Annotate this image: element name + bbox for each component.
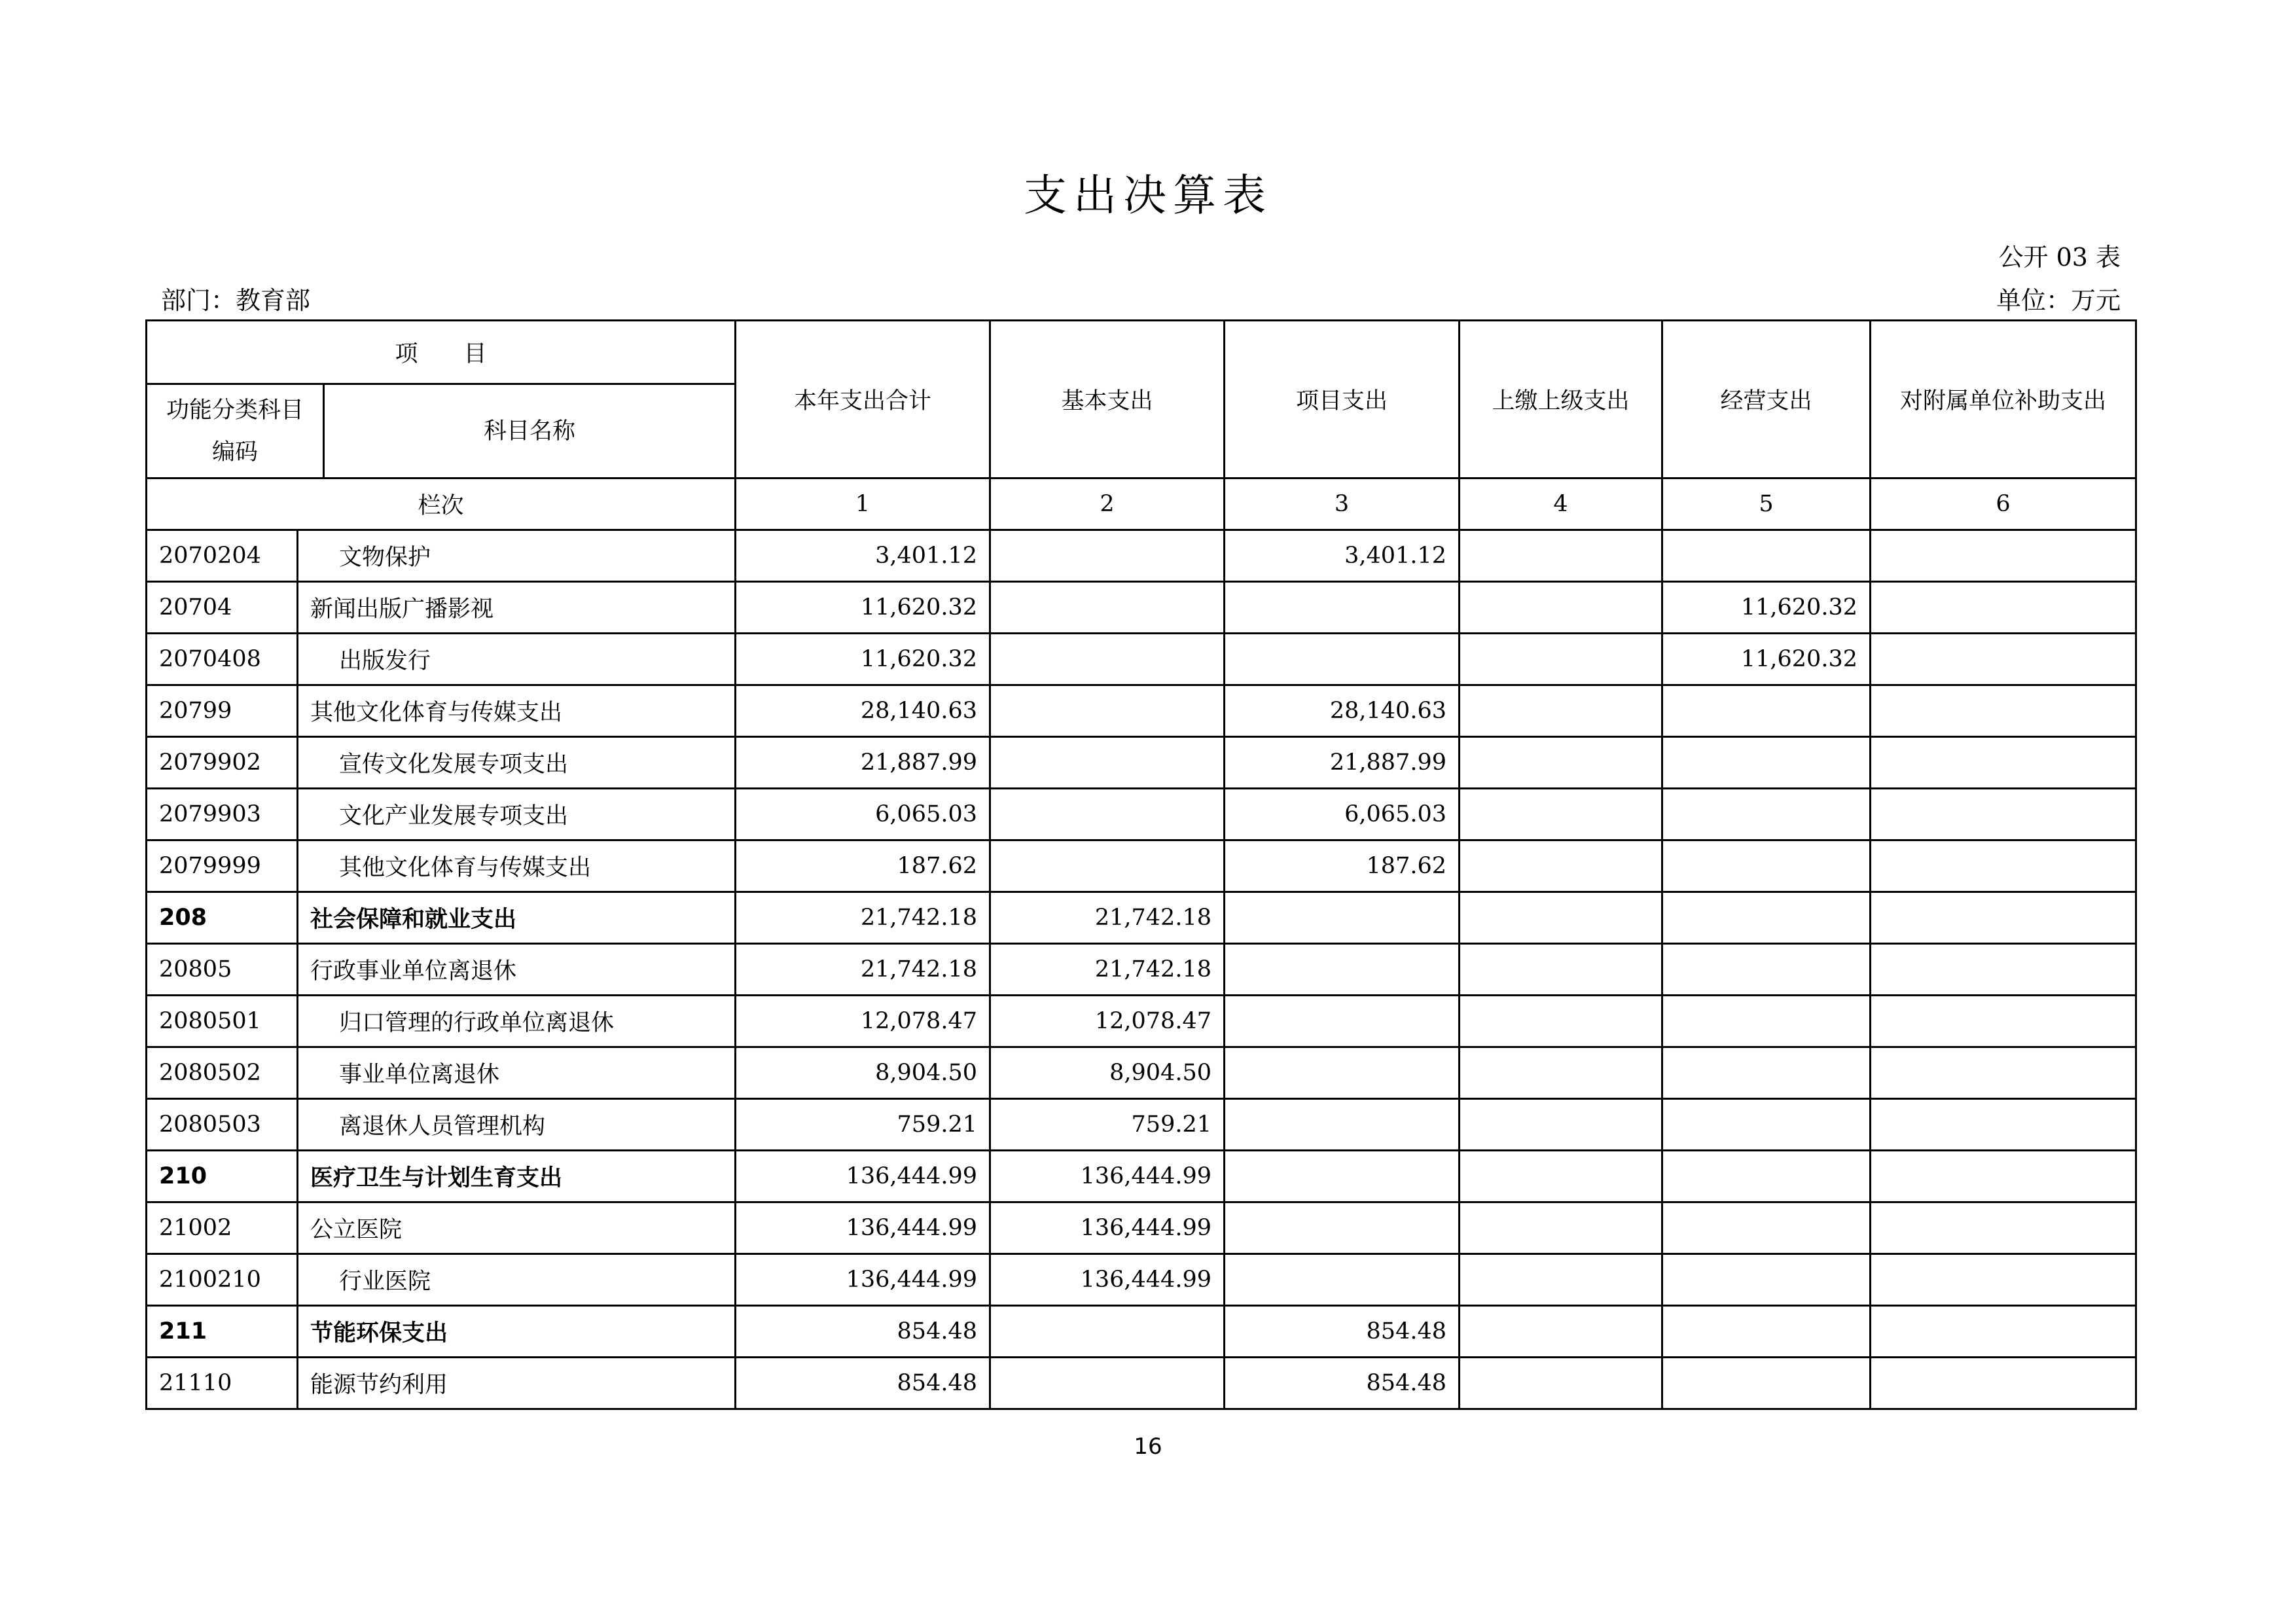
- row-code: 2079903: [147, 789, 298, 840]
- cell-operating: [1662, 1306, 1871, 1358]
- cell-total: 28,140.63: [736, 685, 990, 737]
- cell-upper: [1460, 1099, 1662, 1151]
- cell-upper: [1460, 1306, 1662, 1358]
- cell-project: 854.48: [1225, 1358, 1460, 1409]
- row-code: 210: [147, 1151, 298, 1202]
- expenditure-table: [145, 319, 2137, 1410]
- col-number: 6: [1871, 478, 2136, 530]
- cell-project: 854.48: [1225, 1306, 1460, 1358]
- cell-project: [1225, 1254, 1460, 1306]
- row-code: 21002: [147, 1202, 298, 1254]
- cell-total: 11,620.32: [736, 582, 990, 634]
- cell-subsidy: [1871, 996, 2136, 1047]
- row-code: 21110: [147, 1358, 298, 1409]
- cell-operating: [1662, 1358, 1871, 1409]
- cell-subsidy: [1871, 1358, 2136, 1409]
- page-title: 支出决算表: [1024, 170, 1272, 221]
- cell-upper: [1460, 996, 1662, 1047]
- row-code: 2079999: [147, 840, 298, 892]
- table-row: [147, 1306, 2136, 1358]
- col-number: 4: [1460, 478, 1662, 530]
- cell-upper: [1460, 582, 1662, 634]
- cell-total: 6,065.03: [736, 789, 990, 840]
- row-code: 208: [147, 892, 298, 944]
- cell-total: 21,742.18: [736, 892, 990, 944]
- row-name: 社会保障和就业支出: [298, 892, 736, 944]
- cell-upper: [1460, 944, 1662, 996]
- table-row: [147, 685, 2136, 737]
- row-code: 2080503: [147, 1099, 298, 1151]
- cell-project: 6,065.03: [1225, 789, 1460, 840]
- cell-upper: [1460, 634, 1662, 685]
- row-code: 2079902: [147, 737, 298, 789]
- row-code: 211: [147, 1306, 298, 1358]
- header-row-index: 栏次: [147, 478, 736, 530]
- table-row: [147, 1151, 2136, 1202]
- cell-basic: 136,444.99: [990, 1254, 1225, 1306]
- cell-upper: [1460, 789, 1662, 840]
- cell-operating: [1662, 685, 1871, 737]
- cell-upper: [1460, 737, 1662, 789]
- cell-project: 21,887.99: [1225, 737, 1460, 789]
- row-name: 归口管理的行政单位离退休: [298, 996, 736, 1047]
- table-header: [147, 321, 2136, 530]
- cell-operating: [1662, 1099, 1871, 1151]
- header-project: 项目支出: [1225, 321, 1460, 478]
- row-code: 2070204: [147, 530, 298, 582]
- table-row: [147, 1099, 2136, 1151]
- cell-basic: [990, 685, 1225, 737]
- cell-basic: 136,444.99: [990, 1202, 1225, 1254]
- cell-operating: [1662, 1151, 1871, 1202]
- cell-project: [1225, 944, 1460, 996]
- cell-total: 759.21: [736, 1099, 990, 1151]
- cell-operating: [1662, 789, 1871, 840]
- cell-total: 854.48: [736, 1358, 990, 1409]
- cell-total: 21,742.18: [736, 944, 990, 996]
- cell-project: [1225, 1099, 1460, 1151]
- cell-subsidy: [1871, 685, 2136, 737]
- cell-basic: [990, 582, 1225, 634]
- table-row: [147, 1047, 2136, 1099]
- table-row: [147, 737, 2136, 789]
- table-body: [147, 530, 2136, 1409]
- cell-basic: [990, 1306, 1225, 1358]
- cell-project: [1225, 582, 1460, 634]
- cell-basic: [990, 634, 1225, 685]
- table-row: [147, 944, 2136, 996]
- cell-subsidy: [1871, 737, 2136, 789]
- cell-basic: [990, 530, 1225, 582]
- cell-basic: 21,742.18: [990, 892, 1225, 944]
- row-name: 行业医院: [298, 1254, 736, 1306]
- cell-upper: [1460, 1151, 1662, 1202]
- cell-upper: [1460, 1254, 1662, 1306]
- row-code: 2100210: [147, 1254, 298, 1306]
- table-row: [147, 634, 2136, 685]
- cell-subsidy: [1871, 1202, 2136, 1254]
- cell-total: 136,444.99: [736, 1151, 990, 1202]
- row-code: 2070408: [147, 634, 298, 685]
- row-name: 公立医院: [298, 1202, 736, 1254]
- row-name: 其他文化体育与传媒支出: [298, 685, 736, 737]
- cell-project: [1225, 1047, 1460, 1099]
- row-name: 新闻出版广播影视: [298, 582, 736, 634]
- row-name: 能源节约利用: [298, 1358, 736, 1409]
- cell-subsidy: [1871, 1254, 2136, 1306]
- row-name: 事业单位离退休: [298, 1047, 736, 1099]
- row-name: 文化产业发展专项支出: [298, 789, 736, 840]
- table-row: [147, 840, 2136, 892]
- cell-subsidy: [1871, 892, 2136, 944]
- cell-operating: [1662, 944, 1871, 996]
- cell-project: 3,401.12: [1225, 530, 1460, 582]
- form-number: 公开 03 表: [1998, 243, 2121, 272]
- table-row: [147, 892, 2136, 944]
- col-number: 5: [1662, 478, 1871, 530]
- cell-upper: [1460, 1358, 1662, 1409]
- cell-operating: 11,620.32: [1662, 634, 1871, 685]
- cell-project: [1225, 892, 1460, 944]
- cell-basic: 8,904.50: [990, 1047, 1225, 1099]
- cell-basic: 759.21: [990, 1099, 1225, 1151]
- table-row: [147, 530, 2136, 582]
- cell-operating: [1662, 1047, 1871, 1099]
- unit-label: 单位：万元: [1996, 286, 2121, 315]
- cell-total: 136,444.99: [736, 1254, 990, 1306]
- table-row: [147, 1202, 2136, 1254]
- cell-subsidy: [1871, 789, 2136, 840]
- cell-project: [1225, 1151, 1460, 1202]
- cell-subsidy: [1871, 582, 2136, 634]
- page-number: 16: [1134, 1434, 1162, 1460]
- cell-operating: [1662, 1254, 1871, 1306]
- col-number: 1: [736, 478, 990, 530]
- cell-operating: [1662, 737, 1871, 789]
- row-code: 20805: [147, 944, 298, 996]
- cell-upper: [1460, 685, 1662, 737]
- cell-total: 8,904.50: [736, 1047, 990, 1099]
- cell-total: 21,887.99: [736, 737, 990, 789]
- cell-basic: 12,078.47: [990, 996, 1225, 1047]
- cell-project: 28,140.63: [1225, 685, 1460, 737]
- header-operating: 经营支出: [1662, 321, 1871, 478]
- col-number: 3: [1225, 478, 1460, 530]
- cell-operating: 11,620.32: [1662, 582, 1871, 634]
- table-row: [147, 582, 2136, 634]
- row-name: 文物保护: [298, 530, 736, 582]
- cell-subsidy: [1871, 1151, 2136, 1202]
- cell-total: 187.62: [736, 840, 990, 892]
- cell-operating: [1662, 1202, 1871, 1254]
- row-code: 2080501: [147, 996, 298, 1047]
- cell-total: 3,401.12: [736, 530, 990, 582]
- cell-subsidy: [1871, 1047, 2136, 1099]
- col-number: 2: [990, 478, 1225, 530]
- header-total: 本年支出合计: [736, 321, 990, 478]
- header-subsidy: 对附属单位补助支出: [1871, 321, 2136, 478]
- row-name: 宣传文化发展专项支出: [298, 737, 736, 789]
- cell-subsidy: [1871, 1099, 2136, 1151]
- cell-operating: [1662, 892, 1871, 944]
- row-code: 2080502: [147, 1047, 298, 1099]
- table-row: [147, 996, 2136, 1047]
- row-name: 其他文化体育与传媒支出: [298, 840, 736, 892]
- cell-project: [1225, 634, 1460, 685]
- row-name: 行政事业单位离退休: [298, 944, 736, 996]
- row-name: 出版发行: [298, 634, 736, 685]
- cell-total: 11,620.32: [736, 634, 990, 685]
- cell-basic: [990, 1358, 1225, 1409]
- row-name: 离退休人员管理机构: [298, 1099, 736, 1151]
- cell-subsidy: [1871, 530, 2136, 582]
- table-row: [147, 1358, 2136, 1409]
- header-basic: 基本支出: [990, 321, 1225, 478]
- row-name: 医疗卫生与计划生育支出: [298, 1151, 736, 1202]
- cell-upper: [1460, 840, 1662, 892]
- cell-subsidy: [1871, 840, 2136, 892]
- cell-subsidy: [1871, 1306, 2136, 1358]
- cell-project: [1225, 996, 1460, 1047]
- cell-upper: [1460, 892, 1662, 944]
- cell-total: 854.48: [736, 1306, 990, 1358]
- header-code: 功能分类科目编码: [147, 384, 324, 478]
- header-item: 项 目: [147, 321, 736, 384]
- header-name: 科目名称: [324, 384, 736, 478]
- cell-operating: [1662, 996, 1871, 1047]
- cell-basic: 21,742.18: [990, 944, 1225, 996]
- cell-operating: [1662, 530, 1871, 582]
- cell-basic: [990, 840, 1225, 892]
- header-upper: 上缴上级支出: [1460, 321, 1662, 478]
- cell-basic: [990, 737, 1225, 789]
- table-row: [147, 789, 2136, 840]
- cell-total: 136,444.99: [736, 1202, 990, 1254]
- cell-subsidy: [1871, 634, 2136, 685]
- cell-basic: [990, 789, 1225, 840]
- cell-upper: [1460, 1047, 1662, 1099]
- cell-project: 187.62: [1225, 840, 1460, 892]
- row-code: 20799: [147, 685, 298, 737]
- department-label: 部门：教育部: [161, 286, 311, 315]
- cell-upper: [1460, 530, 1662, 582]
- cell-operating: [1662, 840, 1871, 892]
- cell-total: 12,078.47: [736, 996, 990, 1047]
- cell-project: [1225, 1202, 1460, 1254]
- row-name: 节能环保支出: [298, 1306, 736, 1358]
- table-row: [147, 1254, 2136, 1306]
- row-code: 20704: [147, 582, 298, 634]
- cell-basic: 136,444.99: [990, 1151, 1225, 1202]
- cell-subsidy: [1871, 944, 2136, 996]
- cell-upper: [1460, 1202, 1662, 1254]
